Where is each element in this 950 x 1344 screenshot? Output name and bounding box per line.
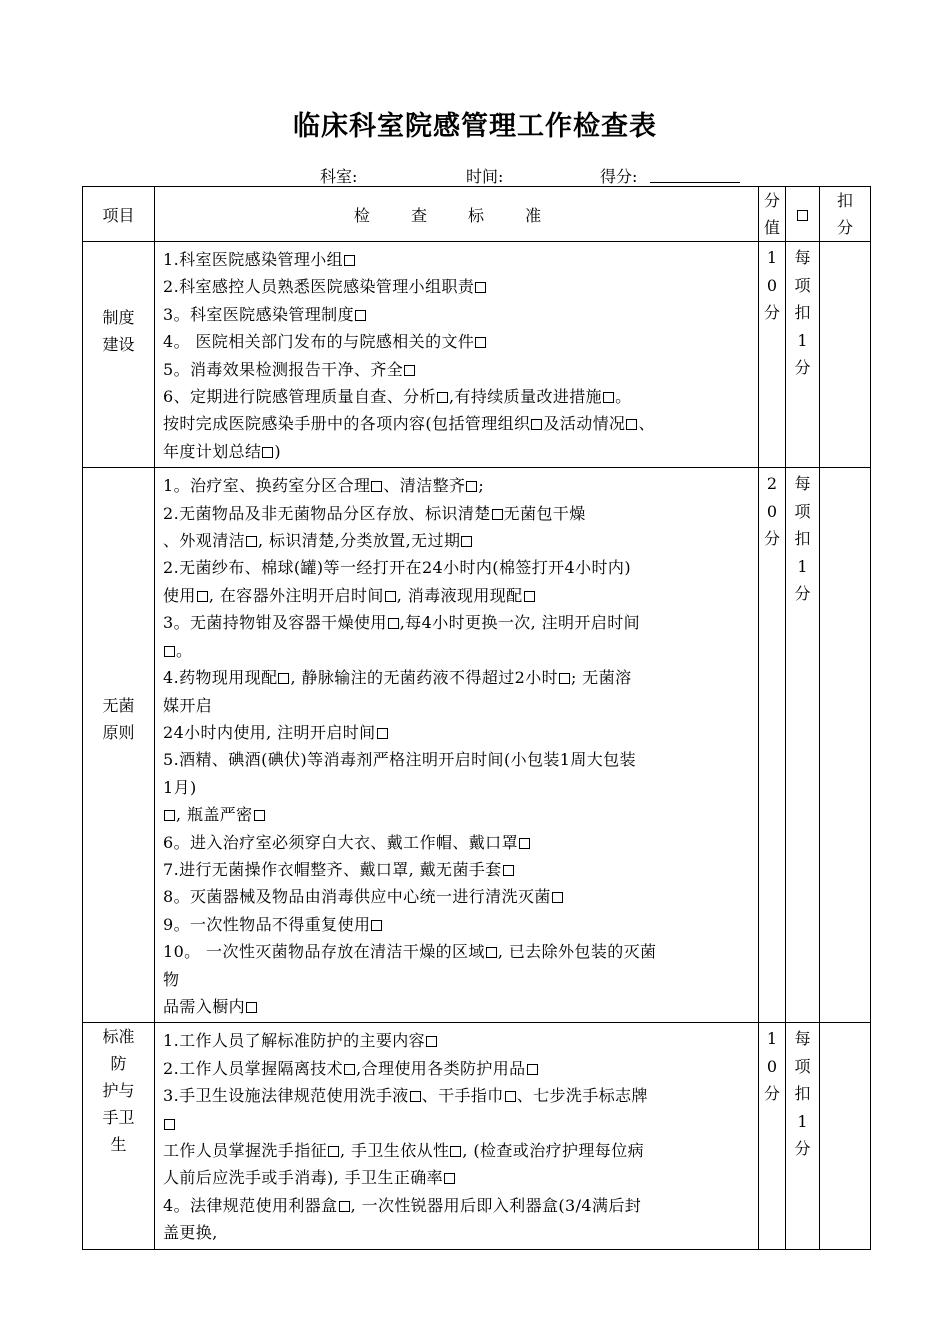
section-rule-text-char: 1 — [797, 1111, 808, 1131]
standard-line: 7.进行无菌操作衣帽整齐、戴口罩, 戴无菌手套 — [163, 856, 750, 883]
checkbox-icon — [531, 419, 542, 430]
checkbox-icon — [505, 1091, 516, 1102]
checkbox-icon — [164, 810, 175, 821]
section-item-label-part: 护与 — [102, 1081, 135, 1101]
checkbox-icon — [371, 920, 382, 931]
standard-line: 10。 一次性灭菌物品存放在清洁干燥的区域 , 已去除外包装的灭菌 — [163, 942, 657, 962]
standard-line: 2.工作人员掌握隔离技术 ,合理使用各类防护用品 — [163, 1055, 750, 1082]
checkbox-icon — [603, 392, 614, 403]
section-score-value-char: 1 — [766, 1029, 778, 1049]
section-score-value-char: 分 — [763, 1084, 780, 1104]
section-item-label-part: 无菌 — [102, 696, 135, 716]
section-score-value — [759, 242, 785, 327]
section-score-value-char: 分 — [763, 529, 780, 549]
standard-line: , 瓶盖严密 — [163, 801, 750, 828]
section-item-label-part: 原则 — [102, 723, 135, 743]
checkbox-icon — [503, 865, 514, 876]
standard-line: 品需入橱内 — [163, 993, 750, 1020]
header-deduct-text: 扣分 — [836, 191, 853, 237]
section-score-value-char: 0 — [766, 275, 778, 295]
checkbox-icon — [486, 947, 497, 958]
standard-line: 3。科室医院感染管理制度 — [163, 301, 750, 328]
checkbox-icon — [344, 255, 355, 266]
standard-line: 1。治疗室、换药室分区合理 、清洁整齐 ; — [163, 476, 485, 496]
checkbox-icon — [246, 1002, 257, 1013]
section-score-value — [759, 1023, 785, 1108]
standard-line: 4。法律规范使用利器盒 , 一次性锐器用后即入利器盒(3/4满后封 — [163, 1195, 642, 1215]
section-item-label — [83, 468, 154, 746]
section-rule-text-char: 分 — [794, 584, 811, 604]
checkbox-icon — [437, 392, 448, 403]
page-title: 临床科室院感管理工作检查表 — [293, 111, 657, 142]
standard-line: 1.科室医院感染管理小组 — [163, 246, 750, 273]
section-row — [83, 1023, 871, 1249]
header-score-value — [759, 187, 786, 242]
section-rule — [786, 468, 820, 1023]
checkbox-icon — [388, 618, 399, 629]
table-header-row — [83, 187, 871, 242]
section-standards — [155, 1023, 759, 1249]
standard-line: 年度计划总结 ) — [163, 441, 282, 461]
standard-line: 盖更换, — [163, 1223, 218, 1243]
table-body — [83, 242, 871, 1250]
header-fields — [320, 164, 740, 184]
checkbox-icon — [339, 1201, 350, 1212]
section-standards — [155, 468, 759, 1023]
section-score-value-char: 0 — [766, 501, 778, 521]
section-score — [759, 1023, 786, 1249]
section-item-label-part: 建设 — [102, 335, 135, 354]
section-score — [759, 242, 786, 468]
section-deduct-cell[interactable] — [820, 468, 871, 1023]
score-label: 得分: — [600, 167, 638, 186]
checkbox-icon — [559, 673, 570, 684]
checkbox-icon — [552, 892, 563, 903]
standard-line: 4。 医院相关部门发布的与院感相关的文件 — [163, 328, 750, 355]
checkbox-icon — [492, 509, 503, 520]
checkbox-icon — [404, 365, 415, 376]
checkbox-icon — [797, 210, 808, 221]
section-score-value-char: 1 — [766, 248, 778, 267]
section-rule-text-char: 分 — [794, 358, 811, 377]
header-item: 项目 — [83, 187, 155, 242]
header-deduct — [820, 187, 871, 242]
inspection-table — [82, 186, 871, 1250]
section-rule — [786, 242, 820, 468]
checkbox-icon — [278, 673, 289, 684]
standard-line: 按时完成医院感染手册中的各项内容(包括管理组织 及活动情况 、 — [163, 414, 655, 434]
standard-line: 。 — [163, 637, 750, 664]
section-rule-text-char: 每 — [794, 1029, 811, 1049]
section-rule-text-char: 扣 — [794, 303, 811, 322]
standard-line — [163, 1110, 750, 1137]
section-rule-text-char: 1 — [797, 330, 808, 350]
checkbox-icon — [262, 447, 273, 458]
section-rule-text — [786, 468, 819, 608]
standard-line: 6。进入治疗室必须穿白大衣、戴工作帽、戴口罩 — [163, 829, 750, 856]
section-rule-text-char: 扣 — [794, 529, 811, 549]
section-item-label-part: 防 — [110, 1054, 127, 1074]
standard-line: 工作人员掌握洗手指征 , 手卫生依从性 , (检查或治疗护理每位病 — [163, 1141, 645, 1160]
checkbox-icon — [197, 591, 208, 602]
section-item-label-part: 标准 — [102, 1027, 135, 1047]
section-score-value-char: 2 — [766, 474, 778, 494]
section-item-label — [83, 1023, 154, 1158]
section-standards — [155, 242, 759, 468]
standard-line: 8。灭菌器械及物品由消毒供应中心统一进行清洗灭菌 — [163, 883, 750, 910]
checkbox-icon — [475, 282, 486, 293]
checkbox-icon — [254, 810, 265, 821]
section-row — [83, 468, 871, 1023]
standard-line: 4.药物现用现配 , 静脉输注的无菌药液不得超过2小时 ; 无菌溶 — [163, 668, 632, 688]
standard-line: 1月) — [163, 777, 197, 797]
header-score-value-text: 分值 — [763, 191, 780, 237]
standard-line: 3.手卫生设施法律规范使用洗手液 、干手指巾 、七步洗手标志牌 — [163, 1086, 648, 1106]
checkbox-icon — [371, 481, 382, 492]
standard-line: 、外观清洁 , 标识清楚,分类放置,无过期 — [163, 527, 750, 554]
standard-line: 1.工作人员了解标准防护的主要内容 — [163, 1027, 750, 1054]
header-rule-cell — [786, 187, 820, 242]
checkbox-icon — [444, 1173, 455, 1184]
time-label: 时间: — [466, 167, 504, 186]
section-rule-text-char: 每 — [794, 248, 811, 267]
checkbox-icon — [527, 1064, 538, 1075]
department-label: 科室: — [320, 167, 358, 186]
section-rule-text-char: 扣 — [794, 1084, 811, 1104]
section-item-label-part: 手卫 — [102, 1108, 135, 1128]
section-rule-text — [786, 242, 819, 382]
section-item-label-part: 生 — [110, 1135, 127, 1155]
standard-line: 物 — [163, 969, 180, 989]
section-item-label-part: 制度 — [102, 308, 135, 327]
section-deduct-cell[interactable] — [820, 242, 871, 468]
standard-line: 24小时内使用, 注明开启时间 — [163, 719, 750, 746]
checkbox-icon — [344, 1064, 355, 1075]
checkbox-icon — [426, 1036, 437, 1047]
section-item — [83, 468, 155, 1023]
checkbox-icon — [450, 1146, 461, 1157]
checkbox-icon — [385, 591, 396, 602]
standard-line: 9。一次性物品不得重复使用 — [163, 911, 750, 938]
checkbox-icon — [475, 337, 486, 348]
section-score — [759, 468, 786, 1023]
standard-line: 人前后应洗手或手消毒), 手卫生正确率 — [163, 1164, 750, 1191]
checkbox-icon — [461, 536, 472, 547]
section-score-value-char: 0 — [766, 1056, 778, 1076]
section-rule-text-char: 项 — [794, 1056, 811, 1076]
section-rule-text-char: 项 — [794, 275, 811, 295]
checkbox-icon — [246, 536, 257, 547]
checkbox-icon — [164, 646, 175, 657]
section-deduct-cell[interactable] — [820, 1023, 871, 1249]
standard-line: 6、定期进行院感管理质量自查、分析 ,有持续质量改进措施 。 — [163, 387, 632, 407]
checkbox-icon — [466, 481, 477, 492]
standard-line: 媒开启 — [163, 695, 213, 715]
checkbox-icon — [328, 1146, 339, 1157]
section-rule — [786, 1023, 820, 1249]
header-standard: 检 查 标 准 — [155, 187, 759, 242]
standard-line: 2.无菌物品及非无菌物品分区存放、标识清楚 无菌包干燥 — [163, 503, 586, 523]
section-item — [83, 1023, 155, 1249]
section-rule-text-char: 分 — [794, 1139, 811, 1159]
checkbox-icon — [164, 1119, 175, 1130]
section-rule-text-char: 每 — [794, 474, 811, 494]
standard-line: 3。无菌持物钳及容器干燥使用 ,每4小时更换一次, 注明开启时间 — [163, 613, 641, 633]
standard-line: 5.酒精、碘酒(碘伏)等消毒剂严格注明开启时间(小包装1周大包装 — [163, 750, 636, 770]
section-rule-text-char: 1 — [797, 556, 808, 576]
checkbox-icon — [410, 1091, 421, 1102]
standard-line: 5。消毒效果检测报告干净、齐全 — [163, 356, 750, 383]
checkbox-icon — [355, 310, 366, 321]
section-item — [83, 242, 155, 468]
section-row — [83, 242, 871, 468]
section-score-value — [759, 468, 785, 553]
checkbox-icon — [626, 419, 637, 430]
standard-line: 使用 , 在容器外注明开启时间 , 消毒液现用现配 — [163, 582, 750, 609]
checkbox-icon — [524, 591, 535, 602]
standard-line: 2.无菌纱布、棉球(罐)等一经打开在24小时内(棉签打开4小时内) — [163, 558, 631, 578]
section-rule-text — [786, 1023, 819, 1163]
section-item-label — [83, 242, 154, 358]
checkbox-icon — [377, 728, 388, 739]
standard-line: 2.科室感控人员熟悉医院感染管理小组职责 — [163, 273, 750, 300]
checkbox-icon — [519, 838, 530, 849]
score-underline — [650, 182, 740, 183]
section-score-value-char: 分 — [763, 303, 780, 322]
section-rule-text-char: 项 — [794, 501, 811, 521]
